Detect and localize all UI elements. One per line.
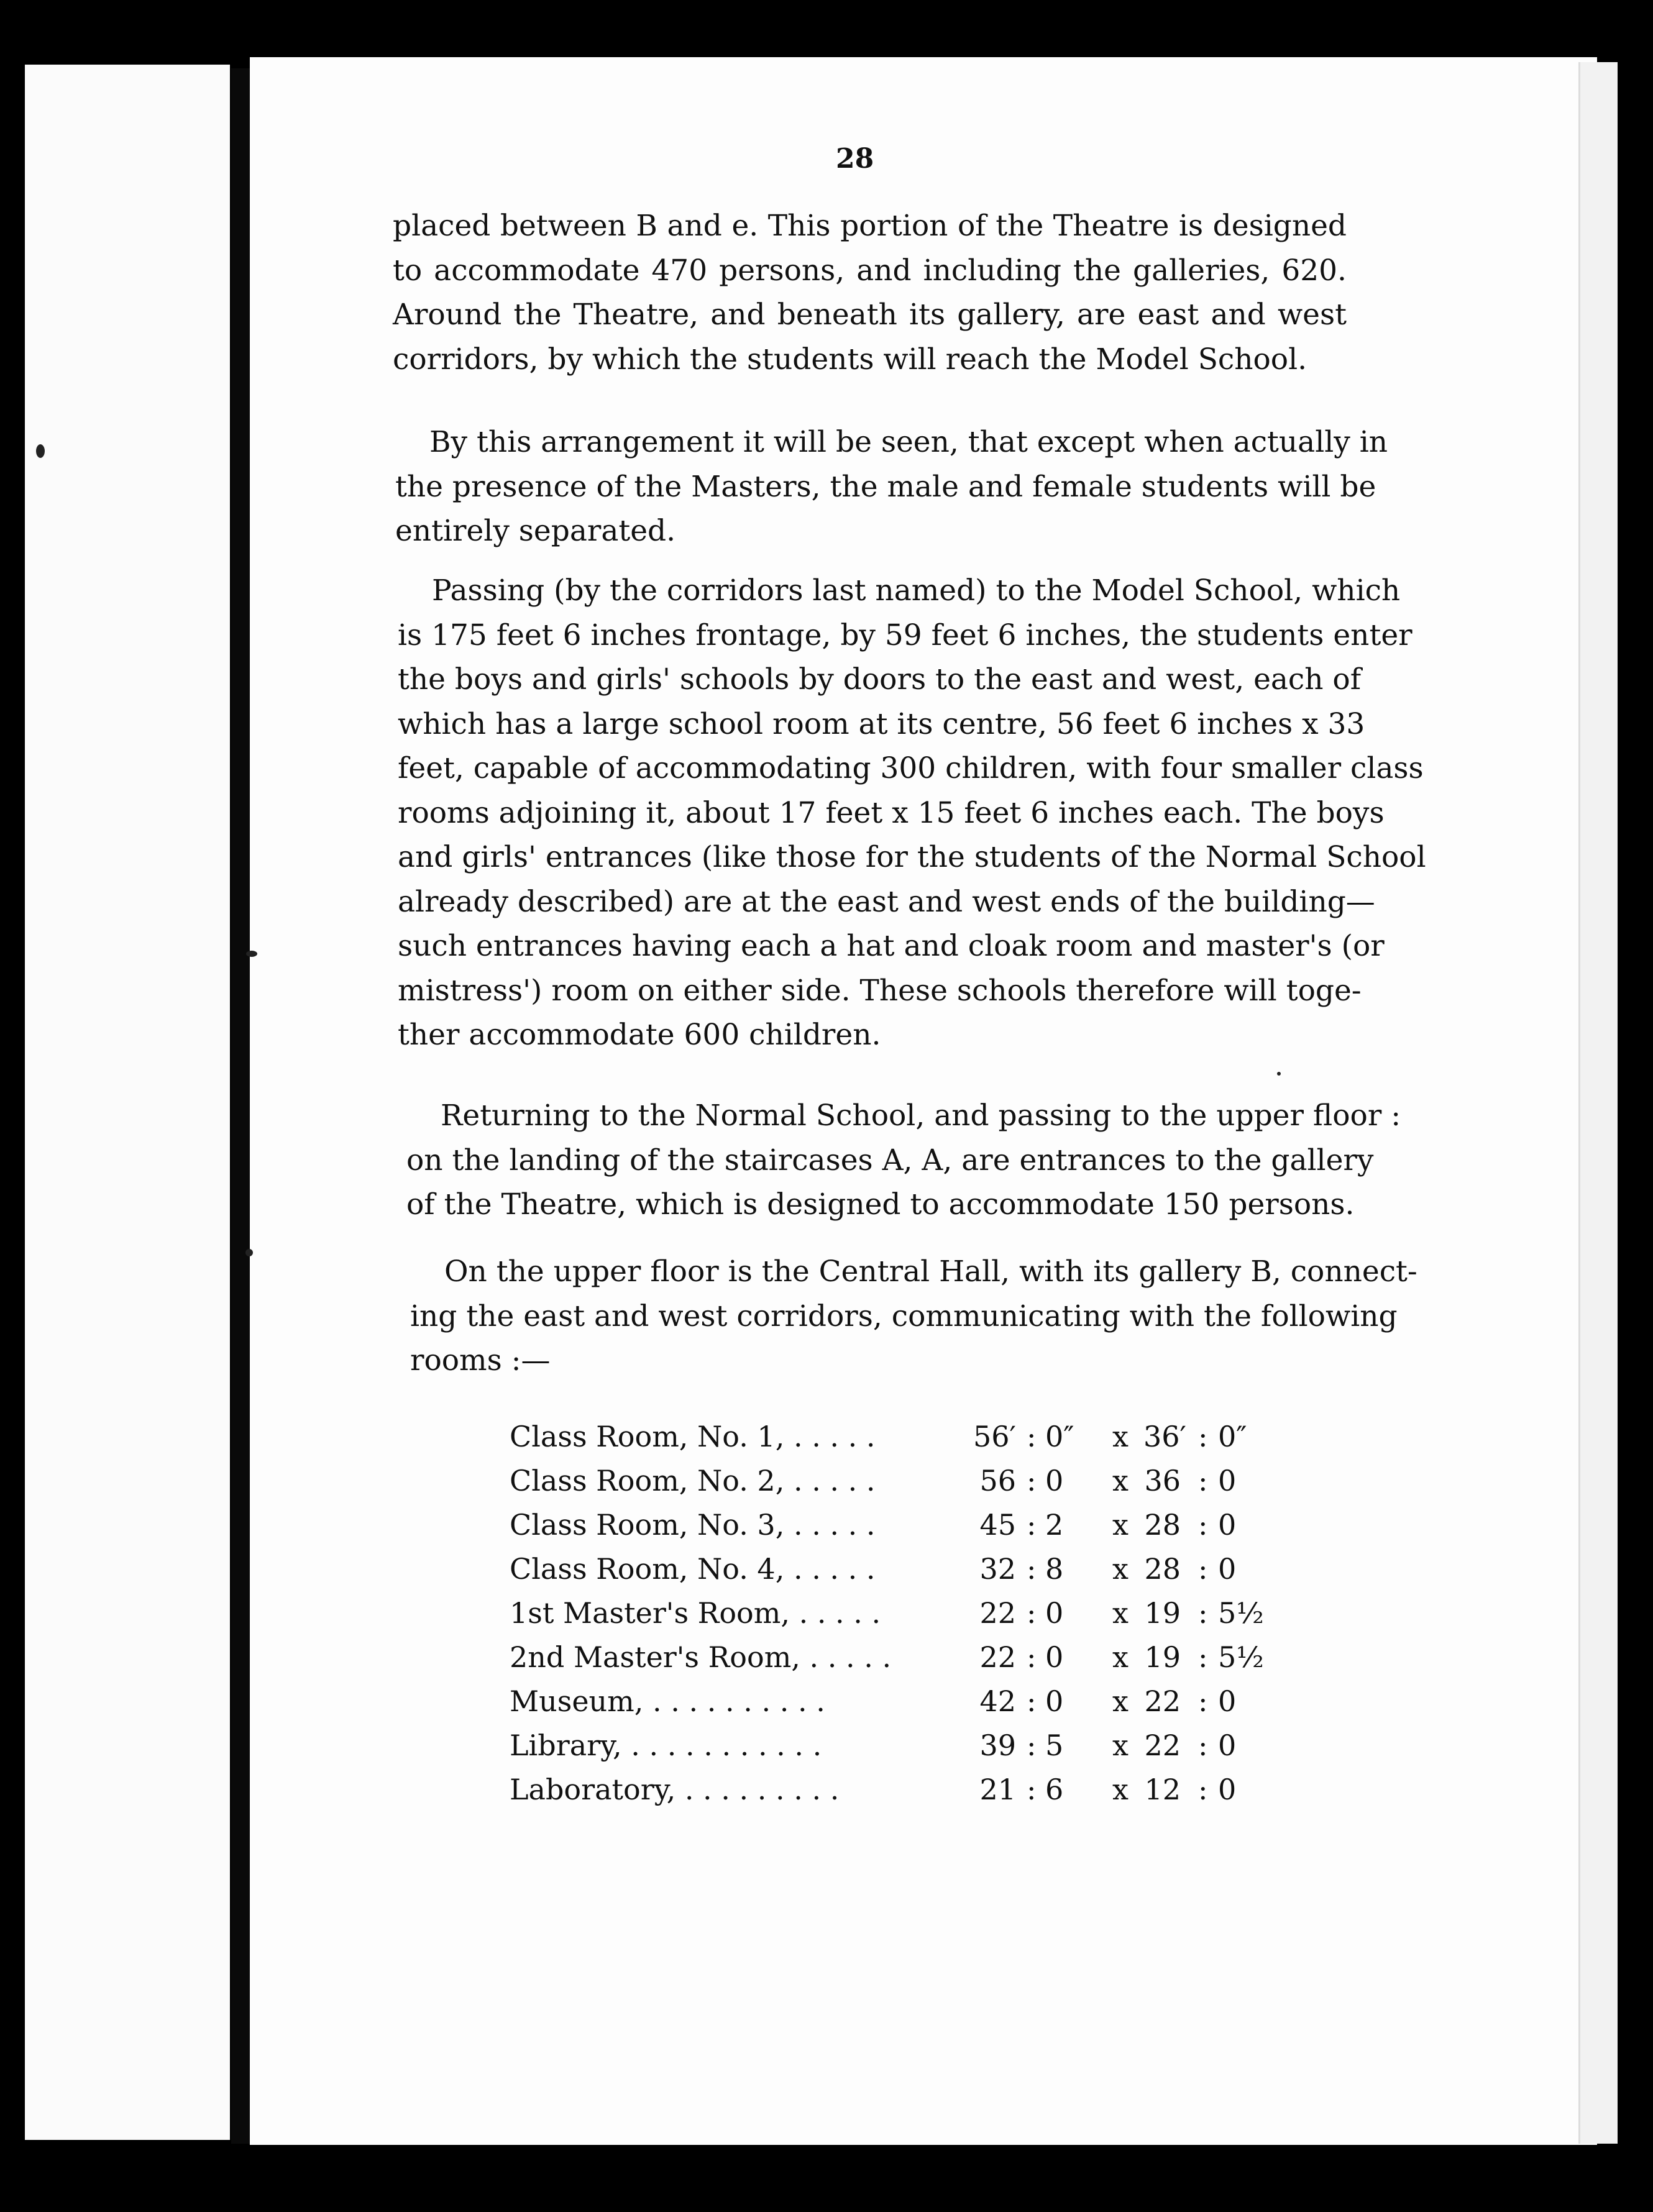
scan-speck (1277, 1072, 1281, 1076)
width-feet: 28 (1144, 1552, 1181, 1586)
scan-speck (245, 1249, 253, 1256)
text-line: Returning to the Normal School, and passing to the upper floor : (441, 1099, 1401, 1133)
separator-times: x (1112, 1552, 1129, 1586)
separator-colon: : (1027, 1508, 1037, 1542)
separator-times: x (1112, 1684, 1129, 1718)
length-feet: 22 (979, 1640, 1016, 1674)
text-line: On the upper floor is the Central Hall, with its gallery B, connect- (444, 1255, 1417, 1289)
length-feet: 45 (979, 1508, 1016, 1542)
width-inches: 5½ (1218, 1640, 1264, 1674)
room-name: 2nd Master's Room, . . . . . (510, 1640, 892, 1674)
separator-colon: : (1027, 1596, 1037, 1630)
paragraph-arrangement (395, 420, 1388, 554)
text-line: such entrances having each a hat and cloak room and master's (or (398, 929, 1385, 963)
text-line: entirely separated. (395, 514, 676, 548)
room-name: Laboratory, . . . . . . . . . (510, 1773, 840, 1806)
scan-speck (36, 444, 45, 458)
separator-colon: : (1027, 1773, 1037, 1806)
length-inches: 8 (1045, 1552, 1064, 1586)
text-line: Passing (by the corridors last named) to the Model School, which (432, 574, 1401, 608)
width-feet: 19 (1144, 1640, 1181, 1674)
separator-colon: : (1198, 1464, 1208, 1497)
length-inches: 0 (1045, 1640, 1064, 1674)
text-line: ing the east and west corridors, communicating with the following (410, 1299, 1398, 1333)
text-line: ther accommodate 600 children. (398, 1018, 881, 1052)
text-line: already described) are at the east and west ends of the building— (398, 884, 1375, 919)
length-inches: 6 (1045, 1773, 1064, 1806)
width-inches: 0 (1218, 1508, 1237, 1542)
width-inches: 0 (1218, 1464, 1237, 1497)
paragraph-upper-floor (406, 1094, 1401, 1227)
width-feet: 22 (1144, 1684, 1181, 1718)
length-feet: 39 (979, 1729, 1016, 1762)
room-name: Class Room, No. 1, . . . . . (510, 1420, 876, 1453)
text-line: to accommodate 470 persons, and including the galleries, 620. (393, 253, 1347, 288)
facing-page-edge (25, 65, 230, 2140)
width-feet: 19 (1144, 1596, 1181, 1630)
book-gutter (231, 68, 250, 2144)
separator-colon: : (1198, 1773, 1208, 1806)
width-inches: 0″ (1218, 1420, 1247, 1453)
length-feet: 56′ (973, 1420, 1016, 1453)
separator-colon: : (1198, 1596, 1208, 1630)
scan-speck (246, 951, 257, 957)
text-line: corridors, by which the students will reach the Model School. (393, 342, 1307, 377)
page-edges (1578, 62, 1618, 2144)
page-number: 28 (836, 143, 874, 175)
width-inches: 0 (1218, 1729, 1237, 1762)
rooms-table (510, 1420, 1264, 1817)
separator-colon: : (1027, 1420, 1037, 1453)
length-inches: 0 (1045, 1596, 1064, 1630)
table-row (510, 1773, 1255, 1817)
text-line: the boys and girls' schools by doors to the east and west, each of (398, 662, 1362, 697)
room-name: 1st Master's Room, . . . . . (510, 1596, 881, 1630)
width-inches: 0 (1218, 1773, 1237, 1806)
table-row (510, 1684, 1255, 1729)
separator-times: x (1112, 1464, 1129, 1497)
separator-colon: : (1198, 1684, 1208, 1718)
separator-colon: : (1027, 1640, 1037, 1674)
text-line: By this arrangement it will be seen, that except when actually in (429, 425, 1388, 459)
text-line: rooms adjoining it, about 17 feet x 15 feet 6 inches each. The boys (398, 795, 1385, 830)
width-feet: 22 (1144, 1729, 1181, 1762)
length-inches: 5 (1045, 1729, 1064, 1762)
separator-colon: : (1198, 1508, 1208, 1542)
separator-times: x (1112, 1508, 1129, 1542)
width-inches: 5½ (1218, 1596, 1264, 1630)
text-line: mistress') room on either side. These schools therefore will toge- (398, 973, 1362, 1008)
room-name: Class Room, No. 4, . . . . . (510, 1552, 876, 1586)
table-row (510, 1420, 1255, 1464)
separator-times: x (1112, 1420, 1129, 1453)
text-line: feet, capable of accommodating 300 children, with four smaller class (398, 751, 1424, 785)
length-feet: 22 (979, 1596, 1016, 1630)
separator-colon: : (1198, 1729, 1208, 1762)
width-feet: 28 (1144, 1508, 1181, 1542)
separator-colon: : (1027, 1464, 1037, 1497)
table-row (510, 1729, 1255, 1773)
length-inches: 0 (1045, 1684, 1064, 1718)
separator-colon: : (1198, 1420, 1208, 1453)
width-feet: 36 (1144, 1464, 1181, 1497)
text-line: is 175 feet 6 inches frontage, by 59 feet 6 inches, the students enter (398, 618, 1413, 652)
text-line: rooms :— (410, 1343, 551, 1378)
separator-times: x (1112, 1773, 1129, 1806)
table-row (510, 1552, 1255, 1596)
separator-times: x (1112, 1640, 1129, 1674)
separator-colon: : (1027, 1552, 1037, 1586)
paragraph-theatre (393, 204, 1347, 382)
width-inches: 0 (1218, 1552, 1237, 1586)
separator-colon: : (1027, 1684, 1037, 1718)
width-feet: 36′ (1143, 1420, 1186, 1453)
text-line: and girls' entrances (like those for the students of the Normal School (398, 840, 1426, 874)
length-feet: 56 (979, 1464, 1016, 1497)
paragraph-central-hall (410, 1250, 1417, 1383)
table-row (510, 1596, 1264, 1640)
text-line: which has a large school room at its centre, 56 feet 6 inches x 33 (398, 706, 1365, 741)
length-feet: 32 (979, 1552, 1016, 1586)
separator-times: x (1112, 1596, 1129, 1630)
separator-colon: : (1027, 1729, 1037, 1762)
text-line: placed between B and e. This portion of the Theatre is designed (393, 209, 1347, 243)
width-feet: 12 (1144, 1773, 1181, 1806)
text-line: on the landing of the staircases A, A, are entrances to the gallery (406, 1143, 1374, 1177)
length-feet: 42 (979, 1684, 1016, 1718)
text-line: of the Theatre, which is designed to accommodate 150 persons. (406, 1187, 1355, 1222)
room-name: Library, . . . . . . . . . . . (510, 1729, 822, 1762)
table-row (510, 1508, 1255, 1552)
text-line: the presence of the Masters, the male and female students will be (395, 469, 1376, 504)
length-feet: 21 (979, 1773, 1016, 1806)
paragraph-model-school (398, 569, 1426, 1058)
room-name: Class Room, No. 2, . . . . . (510, 1464, 876, 1497)
separator-times: x (1112, 1729, 1129, 1762)
length-inches: 2 (1045, 1508, 1064, 1542)
text-line: Around the Theatre, and beneath its gallery, are east and west (393, 298, 1347, 332)
separator-colon: : (1198, 1640, 1208, 1674)
room-name: Museum, . . . . . . . . . . (510, 1684, 825, 1718)
length-inches: 0 (1045, 1464, 1064, 1497)
table-row (510, 1464, 1255, 1508)
length-inches: 0″ (1045, 1420, 1074, 1453)
table-row (510, 1640, 1264, 1684)
room-name: Class Room, No. 3, . . . . . (510, 1508, 876, 1542)
separator-colon: : (1198, 1552, 1208, 1586)
width-inches: 0 (1218, 1684, 1237, 1718)
